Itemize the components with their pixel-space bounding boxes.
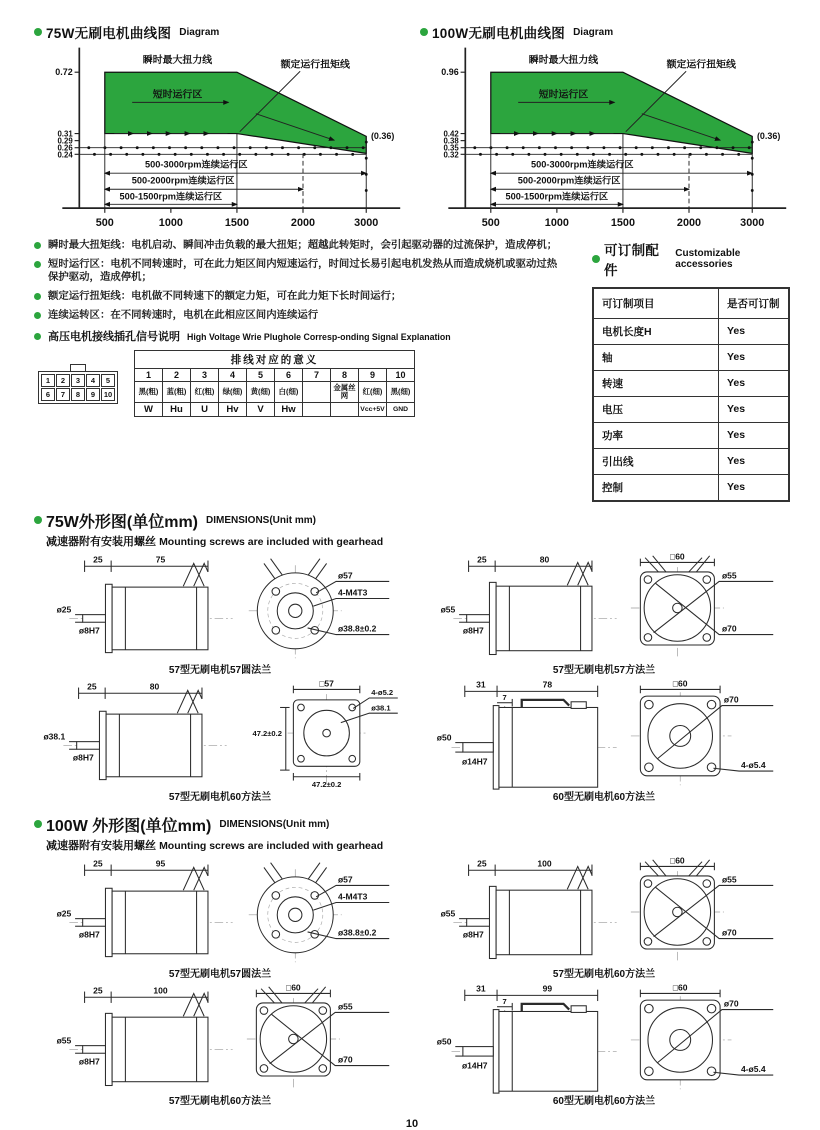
svg-text:ø8H7: ø8H7 bbox=[78, 929, 100, 940]
drawing-75w-60-type bbox=[418, 679, 790, 806]
acc-value: Yes bbox=[718, 422, 789, 448]
chart-title-en: Diagram bbox=[573, 26, 614, 38]
dim-title-100w bbox=[34, 813, 790, 836]
svg-text:500: 500 bbox=[95, 217, 114, 230]
note-text: 瞬时最大扭矩线：电机启动、瞬间冲击负载的最大扭矩；超越此转矩时，会引起驱动器的过流保护，造成停机； bbox=[48, 239, 558, 251]
note-item bbox=[34, 258, 566, 286]
acc-item: 控制 bbox=[593, 474, 718, 501]
svg-text:4-M4T3: 4-M4T3 bbox=[337, 587, 368, 598]
drawing-caption: 57型无刷电机60方法兰 bbox=[168, 791, 272, 803]
pin-number: 4 bbox=[219, 368, 247, 381]
svg-text:额定运行扭矩线: 额定运行扭矩线 bbox=[666, 59, 736, 71]
svg-text:0.26: 0.26 bbox=[57, 143, 73, 153]
svg-text:100: 100 bbox=[537, 858, 552, 869]
svg-text:25: 25 bbox=[93, 985, 103, 996]
wire-signal: U bbox=[191, 403, 219, 417]
green-bullet-icon bbox=[34, 820, 42, 828]
acc-header: 可订制项目 bbox=[593, 288, 718, 319]
svg-text:0.31: 0.31 bbox=[57, 129, 73, 139]
svg-text:47.2±0.2: 47.2±0.2 bbox=[252, 728, 282, 738]
svg-text:0.32: 0.32 bbox=[443, 150, 459, 160]
svg-text:3000: 3000 bbox=[740, 217, 765, 230]
svg-text:额定运行扭矩线: 额定运行扭矩线 bbox=[280, 59, 350, 71]
wire-signal: Hv bbox=[219, 403, 247, 417]
motor-flange-view-square bbox=[625, 552, 781, 664]
middle-row bbox=[34, 239, 790, 502]
connector-pin: 7 bbox=[56, 388, 70, 401]
svg-text:□57: □57 bbox=[319, 678, 334, 689]
svg-text:99: 99 bbox=[542, 983, 553, 994]
svg-text:ø8H7: ø8H7 bbox=[462, 625, 484, 636]
pin-number: 1 bbox=[135, 368, 163, 381]
chart-title-en: Diagram bbox=[179, 26, 220, 38]
signal-note bbox=[34, 328, 566, 344]
wiring-block bbox=[38, 350, 566, 417]
svg-text:1500: 1500 bbox=[224, 217, 249, 230]
motor-flange-view-square bbox=[241, 983, 397, 1095]
wiring-table-title: 排线对应的意义 bbox=[135, 350, 415, 368]
motor-flange-view-square-dims bbox=[235, 679, 403, 791]
pin-number: 9 bbox=[359, 368, 387, 381]
drawing-75w-square-flange-60 bbox=[34, 679, 406, 806]
wire-signal: W bbox=[135, 403, 163, 417]
chart-panel-100w bbox=[420, 22, 790, 231]
svg-text:25: 25 bbox=[477, 858, 487, 869]
svg-text:ø70: ø70 bbox=[723, 998, 739, 1009]
svg-text:ø70: ø70 bbox=[721, 927, 737, 938]
drawing-100w-square-flange-b bbox=[34, 983, 406, 1110]
svg-text:78: 78 bbox=[542, 679, 553, 690]
dim-title-zh: 100W 外形图(单位mm) bbox=[46, 817, 212, 835]
svg-text:47.2±0.2: 47.2±0.2 bbox=[311, 779, 342, 789]
chart-title-zh: 75W无刷电机曲线图 bbox=[46, 26, 172, 41]
svg-text:31: 31 bbox=[476, 679, 486, 690]
chart-panel-75w bbox=[34, 22, 404, 231]
svg-text:1000: 1000 bbox=[158, 217, 183, 230]
svg-text:ø70: ø70 bbox=[723, 694, 739, 705]
motor-side-view bbox=[427, 856, 625, 968]
wire-color: 黑(细) bbox=[387, 381, 415, 402]
connector-pin: 6 bbox=[41, 388, 55, 401]
note-text: 连续运转区：在不同转速时，电机在此相应区间内连续运行 bbox=[48, 310, 319, 322]
connector-body bbox=[38, 371, 118, 404]
pin-number: 6 bbox=[275, 368, 303, 381]
acc-value: Yes bbox=[718, 344, 789, 370]
svg-text:500-1500rpm连续运行区: 500-1500rpm连续运行区 bbox=[119, 191, 223, 202]
svg-text:75: 75 bbox=[155, 554, 166, 565]
svg-text:(0.36): (0.36) bbox=[756, 131, 781, 142]
svg-text:瞬时最大扭力线: 瞬时最大扭力线 bbox=[142, 54, 213, 66]
pin-number: 10 bbox=[387, 368, 415, 381]
motor-side-view bbox=[43, 983, 241, 1095]
svg-text:80: 80 bbox=[149, 681, 160, 692]
motor-flange-view-square bbox=[625, 856, 781, 968]
motor-flange-view-square-60 bbox=[625, 679, 781, 791]
svg-text:0.96: 0.96 bbox=[441, 67, 459, 78]
definition-notes bbox=[34, 239, 566, 323]
connector-pin: 3 bbox=[71, 374, 85, 387]
dim-subtitle-zh: 减速器附有安装用螺丝 bbox=[46, 839, 156, 852]
svg-text:ø57: ø57 bbox=[337, 570, 353, 581]
green-bullet-icon bbox=[34, 293, 41, 300]
page-number: 10 bbox=[405, 1117, 419, 1130]
drawing-caption: 60型无刷电机60方法兰 bbox=[552, 791, 656, 803]
note-text: 额定运行扭矩线：电机做不同转速下的额定力矩，可在此力矩下长时间运行； bbox=[48, 291, 402, 303]
svg-text:ø70: ø70 bbox=[721, 623, 737, 634]
svg-text:2000: 2000 bbox=[290, 217, 316, 230]
green-bullet-icon bbox=[34, 312, 41, 319]
motor-side-view bbox=[43, 856, 241, 968]
pin-number: 5 bbox=[247, 368, 275, 381]
torque-curve-chart-100w bbox=[420, 42, 790, 231]
drawing-grid-75w bbox=[34, 552, 790, 806]
motor-side-view bbox=[427, 552, 625, 664]
wire-color: 红(粗) bbox=[191, 381, 219, 402]
chart-title-zh: 100W无刷电机曲线图 bbox=[432, 26, 566, 41]
svg-text:4-M4T3: 4-M4T3 bbox=[337, 891, 368, 902]
motor-side-view bbox=[37, 679, 235, 791]
green-bullet-icon bbox=[592, 255, 600, 263]
drawing-100w-60-type bbox=[418, 983, 790, 1110]
dim-subtitle-en: Mounting screws are included with gearhead bbox=[159, 839, 384, 852]
green-bullet-icon bbox=[34, 242, 41, 249]
svg-text:ø8H7: ø8H7 bbox=[78, 625, 100, 636]
svg-text:0.24: 0.24 bbox=[57, 150, 73, 160]
svg-text:短时运行区: 短时运行区 bbox=[538, 89, 589, 101]
svg-text:(0.36): (0.36) bbox=[370, 131, 395, 142]
drawing-caption: 57型无刷电机57圆法兰 bbox=[168, 968, 272, 980]
green-bullet-icon bbox=[420, 28, 428, 36]
dim-title-zh: 75W外形图(单位mm) bbox=[46, 513, 199, 531]
svg-text:31: 31 bbox=[476, 983, 486, 994]
wire-signal: Hw bbox=[275, 403, 303, 417]
svg-text:短时运行区: 短时运行区 bbox=[152, 89, 203, 101]
svg-text:7: 7 bbox=[502, 996, 507, 1006]
green-bullet-icon bbox=[34, 28, 42, 36]
acc-item: 轴 bbox=[593, 344, 718, 370]
charts-row bbox=[34, 22, 790, 231]
note-item bbox=[34, 239, 566, 253]
svg-text:ø55: ø55 bbox=[721, 874, 737, 885]
dim-title-75w bbox=[34, 509, 790, 532]
svg-text:ø70: ø70 bbox=[337, 1054, 353, 1065]
svg-text:4-ø5.4: 4-ø5.4 bbox=[740, 759, 766, 770]
acc-item: 电压 bbox=[593, 396, 718, 422]
wire-signal bbox=[303, 403, 331, 417]
acc-item: 引出线 bbox=[593, 448, 718, 474]
svg-text:□60: □60 bbox=[286, 982, 301, 993]
green-bullet-icon bbox=[34, 516, 42, 524]
svg-text:500-3000rpm连续运行区: 500-3000rpm连续运行区 bbox=[145, 159, 248, 170]
acc-item: 电机长度H bbox=[593, 318, 718, 344]
svg-text:3000: 3000 bbox=[354, 217, 379, 230]
svg-text:0.29: 0.29 bbox=[57, 136, 73, 146]
dim-subtitle bbox=[46, 533, 790, 549]
dimensions-section-75w bbox=[34, 509, 790, 806]
wire-color: 白(细) bbox=[275, 381, 303, 402]
svg-text:7: 7 bbox=[502, 692, 507, 702]
accessories-column bbox=[592, 239, 790, 502]
wire-signal: V bbox=[247, 403, 275, 417]
drawing-caption: 57型无刷电机57圆法兰 bbox=[168, 664, 272, 676]
motor-side-view-bracket bbox=[427, 983, 625, 1095]
accessories-title-zh: 可订制配件 bbox=[604, 242, 660, 278]
svg-text:25: 25 bbox=[93, 858, 103, 869]
svg-text:ø50: ø50 bbox=[436, 732, 452, 743]
svg-text:0.72: 0.72 bbox=[55, 67, 73, 78]
svg-text:□60: □60 bbox=[670, 855, 685, 866]
wire-signal: GND bbox=[387, 403, 415, 417]
svg-text:ø55: ø55 bbox=[440, 604, 456, 615]
connector-pin: 1 bbox=[41, 374, 55, 387]
drawing-caption: 60型无刷电机60方法兰 bbox=[552, 1095, 656, 1107]
svg-text:ø14H7: ø14H7 bbox=[461, 756, 488, 767]
note-item bbox=[34, 309, 566, 323]
wire-color: 蓝(粗) bbox=[163, 381, 191, 402]
svg-text:500-3000rpm连续运行区: 500-3000rpm连续运行区 bbox=[531, 159, 634, 170]
connector-pin: 5 bbox=[101, 374, 115, 387]
connector-icon bbox=[38, 364, 118, 404]
connector-pin: 8 bbox=[71, 388, 85, 401]
svg-text:0.35: 0.35 bbox=[443, 143, 459, 153]
connector-pin: 9 bbox=[86, 388, 100, 401]
wire-signal: Vcc+5V bbox=[359, 403, 387, 417]
pin-number: 8 bbox=[331, 368, 359, 381]
green-bullet-icon bbox=[34, 261, 41, 268]
motor-flange-view-round bbox=[241, 856, 397, 968]
svg-text:瞬时最大扭力线: 瞬时最大扭力线 bbox=[528, 54, 599, 66]
drawing-100w-square-flange-a bbox=[418, 856, 790, 983]
svg-text:ø50: ø50 bbox=[436, 1036, 452, 1047]
motor-flange-view-round bbox=[241, 552, 397, 664]
motor-side-view bbox=[43, 552, 241, 664]
wire-color: 红(细) bbox=[359, 381, 387, 402]
svg-text:500-2000rpm连续运行区: 500-2000rpm连续运行区 bbox=[517, 175, 621, 186]
svg-text:ø25: ø25 bbox=[56, 604, 72, 615]
pin-number: 2 bbox=[163, 368, 191, 381]
wire-color: 绿(细) bbox=[219, 381, 247, 402]
svg-text:ø57: ø57 bbox=[337, 874, 353, 885]
dim-subtitle-en: Mounting screws are included with gearhead bbox=[159, 535, 384, 548]
svg-text:□60: □60 bbox=[672, 678, 688, 689]
connector-pin: 2 bbox=[56, 374, 70, 387]
svg-text:1500: 1500 bbox=[610, 217, 635, 230]
svg-text:ø8H7: ø8H7 bbox=[72, 752, 94, 763]
motor-flange-view-square-60 bbox=[625, 983, 781, 1095]
svg-text:□60: □60 bbox=[672, 982, 688, 993]
acc-value: Yes bbox=[718, 318, 789, 344]
svg-text:ø8H7: ø8H7 bbox=[462, 929, 484, 940]
acc-value: Yes bbox=[718, 396, 789, 422]
svg-text:ø55: ø55 bbox=[721, 570, 737, 581]
svg-text:ø38.1: ø38.1 bbox=[371, 703, 391, 713]
accessories-title-en: Customizable accessories bbox=[675, 247, 741, 270]
svg-text:4-ø5.4: 4-ø5.4 bbox=[740, 1063, 766, 1074]
dim-subtitle-zh: 减速器附有安装用螺丝 bbox=[46, 535, 156, 548]
dim-title-en: DIMENSIONS(Unit mm) bbox=[206, 514, 317, 526]
svg-text:0.38: 0.38 bbox=[443, 136, 459, 146]
wiring-table bbox=[134, 350, 415, 417]
svg-text:1000: 1000 bbox=[544, 217, 569, 230]
svg-text:□60: □60 bbox=[670, 551, 685, 562]
pin-number: 3 bbox=[191, 368, 219, 381]
green-bullet-icon bbox=[34, 333, 41, 340]
dimensions-section-100w bbox=[34, 813, 790, 1110]
acc-value: Yes bbox=[718, 370, 789, 396]
note-item bbox=[34, 290, 566, 304]
connector-pin: 10 bbox=[101, 388, 115, 401]
svg-text:500-2000rpm连续运行区: 500-2000rpm连续运行区 bbox=[131, 175, 235, 186]
wire-color bbox=[303, 381, 331, 402]
drawing-grid-100w bbox=[34, 856, 790, 1110]
svg-text:25: 25 bbox=[93, 554, 103, 565]
svg-text:100: 100 bbox=[153, 985, 168, 996]
svg-text:500: 500 bbox=[481, 217, 500, 230]
connector-pin: 4 bbox=[86, 374, 100, 387]
torque-curve-chart-75w bbox=[34, 42, 404, 231]
motor-side-view-bracket bbox=[427, 679, 625, 791]
acc-item: 转速 bbox=[593, 370, 718, 396]
wire-color: 黄(细) bbox=[247, 381, 275, 402]
drawing-caption: 57型无刷电机57方法兰 bbox=[552, 664, 656, 676]
drawing-caption: 57型无刷电机60方法兰 bbox=[552, 968, 656, 980]
svg-text:25: 25 bbox=[477, 554, 487, 565]
svg-text:80: 80 bbox=[539, 554, 550, 565]
accessories-title bbox=[592, 239, 790, 279]
accessories-table bbox=[592, 287, 790, 502]
svg-text:ø38.1: ø38.1 bbox=[43, 731, 66, 742]
svg-text:ø38.8±0.2: ø38.8±0.2 bbox=[337, 927, 377, 938]
svg-text:25: 25 bbox=[87, 681, 97, 692]
svg-text:ø55: ø55 bbox=[440, 908, 456, 919]
svg-text:0.42: 0.42 bbox=[443, 129, 459, 139]
drawing-75w-square-flange-57 bbox=[418, 552, 790, 679]
acc-value: Yes bbox=[718, 474, 789, 501]
svg-text:2000: 2000 bbox=[676, 217, 702, 230]
svg-text:4-ø5.2: 4-ø5.2 bbox=[371, 687, 394, 697]
chart-title-100w bbox=[420, 22, 790, 42]
signal-note-zh: 高压电机接线插孔信号说明 bbox=[48, 330, 180, 343]
svg-text:ø38.8±0.2: ø38.8±0.2 bbox=[337, 623, 377, 634]
svg-text:ø25: ø25 bbox=[56, 908, 72, 919]
svg-text:ø55: ø55 bbox=[337, 1001, 353, 1012]
svg-text:95: 95 bbox=[155, 858, 166, 869]
wire-signal bbox=[331, 403, 359, 417]
drawing-caption: 57型无刷电机60方法兰 bbox=[168, 1095, 272, 1107]
svg-text:ø8H7: ø8H7 bbox=[78, 1056, 100, 1067]
wire-color: 金属丝网 bbox=[331, 381, 359, 402]
notes-column bbox=[34, 239, 566, 502]
wire-signal: Hu bbox=[163, 403, 191, 417]
svg-text:ø55: ø55 bbox=[56, 1035, 72, 1046]
acc-item: 功率 bbox=[593, 422, 718, 448]
svg-text:500-1500rpm连续运行区: 500-1500rpm连续运行区 bbox=[505, 191, 609, 202]
wire-color: 黑(粗) bbox=[135, 381, 163, 402]
svg-text:ø14H7: ø14H7 bbox=[461, 1060, 488, 1071]
dim-title-en: DIMENSIONS(Unit mm) bbox=[219, 818, 330, 830]
drawing-100w-round-flange bbox=[34, 856, 406, 983]
signal-note-en: High Voltage Wrie Plughole Corresp-onding Signal Explanation bbox=[187, 331, 451, 342]
drawing-75w-round-flange bbox=[34, 552, 406, 679]
acc-value: Yes bbox=[718, 448, 789, 474]
chart-title-75w bbox=[34, 22, 404, 42]
note-text: 短时运行区：电机不同转速时，可在此力矩区间内短速运行，时间过长易引起电机发热从而造成烧机或驱动过热保护驱动，造成停机； bbox=[48, 258, 558, 284]
acc-header: 是否可订制 bbox=[718, 288, 789, 319]
dim-subtitle bbox=[46, 837, 790, 853]
pin-number: 7 bbox=[303, 368, 331, 381]
